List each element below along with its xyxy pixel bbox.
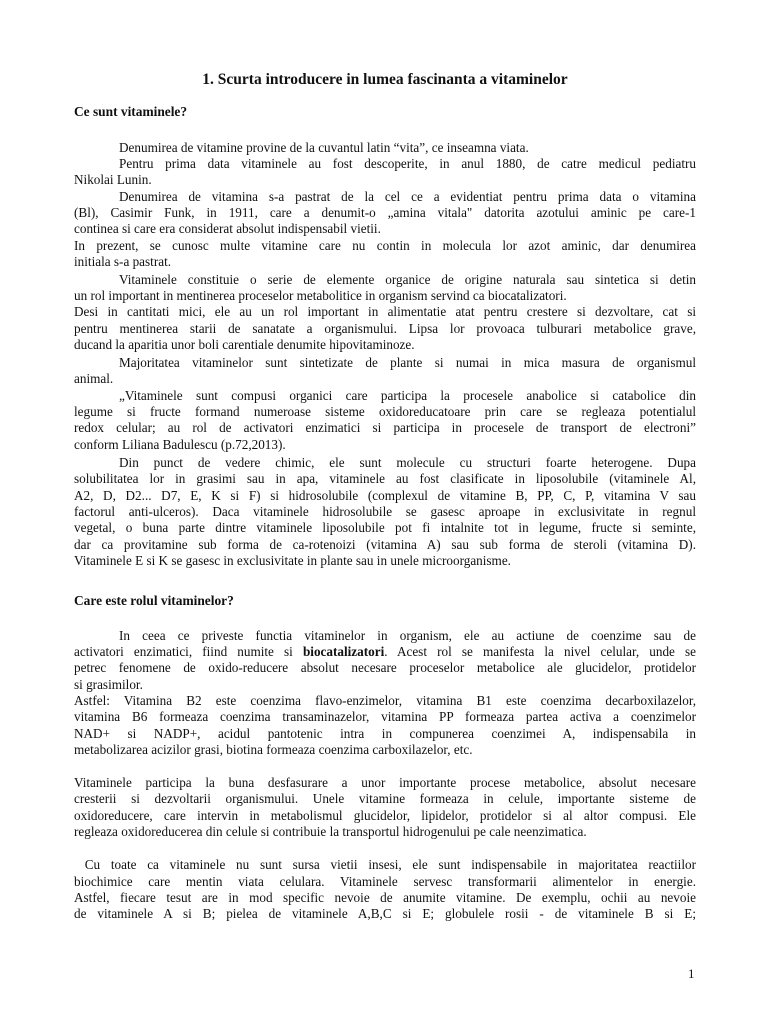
text-line: Denumirea de vitamine provine de la cuvantul latin “vita”, ce inseamna viata. <box>119 140 529 155</box>
section-heading-role-of-vitamins: Care este rolul vitaminelor? <box>74 593 234 608</box>
text-line: cresterii si dezvoltarii organismului. Unele vitamine formeaza in celule, importante sisteme de <box>74 791 696 806</box>
text-line: Astfel, fiecare tesut are in mod specific nevoie de anumite vitamine. De exemplu, ochii au nevoie <box>74 890 696 905</box>
text-line: NAD+ si NADP+, acidul pantotenic intra in compunerea coenzimei A, indispensabila in <box>74 726 696 741</box>
text-line: si grasimilor. <box>74 677 143 692</box>
text-line: conform Liliana Badulescu (p.72,2013). <box>74 437 286 452</box>
text-line: regleaza oxidoreducerea din celule si contribuie la transportul hidrogenului pe cale neenzimatica. <box>74 824 587 839</box>
text-line: Denumirea de vitamina s-a pastrat de la cel ce a evidentiat pentru prima data o vitamina <box>119 189 696 204</box>
text-line: Vitaminele E si K se gasesc in exclusivitate in plante sau in unele microorganisme. <box>74 553 511 568</box>
text-line-mixed <box>74 644 696 660</box>
page-number: 1 <box>688 966 695 981</box>
text-line: Din punct de vedere chimic, ele sunt molecule cu structuri foarte heterogene. Dupa <box>119 455 696 470</box>
document-title: 1. Scurta introducere in lumea fascinanta a vitaminelor <box>202 71 568 88</box>
text-line: redox celular; au rol de activatori enzimatici si participa in procesele de transport de electroni” <box>74 420 696 435</box>
text-line: Astfel: Vitamina B2 este coenzima flavo-enzimelor, vitamina B1 este coenzima decarboxilazelor, <box>74 693 696 708</box>
text-line: In ceea ce priveste functia vitaminelor in organism, ele au actiune de coenzime sau de <box>119 628 696 643</box>
text-line: metabolizarea acizilor grasi, biotina formeaza coenzima carboxilazelor, etc. <box>74 742 473 757</box>
text-line: petrec fenomene de oxido-reducere absolut necesare proceselor metabolice ale glucidelor, protidelor <box>74 660 696 675</box>
text-line: factorul anti-ulceros). Daca vitaminele hidrosolubile se gasesc aproape in exclusivitate in regnul <box>74 504 696 519</box>
text-line: Vitaminele constituie o serie de elemente organice de origine naturala sau sintetica si detin <box>119 272 696 287</box>
text-line: solubilitatea lor in grasimi sau in apa, vitaminele au fost clasificate in liposolubile (vitaminele Al, <box>74 471 696 486</box>
text-line: legume si fructe formand numeroase sisteme oxidoreducatoare prin care se regleaza potentialul <box>74 404 696 419</box>
text-line: Pentru prima data vitaminele au fost descoperite, in anul 1880, de catre medicul pediatru <box>119 156 696 171</box>
text-line: A2, D, D2... D7, E, K si F) si hidrosolubile (complexul de vitamine B, PP, C, P, vitamina V sau <box>74 488 696 503</box>
text-line: (Bl), Casimir Funk, in 1911, care a denumit-o „amina vitala" datorita azotului aminic pe care-1 <box>74 205 696 220</box>
text-line: Nikolai Lunin. <box>74 172 152 187</box>
text-line: „Vitaminele sunt compusi organici care participa la procesele anabolice si catabolice din <box>119 388 696 403</box>
text-line: Cu toate ca vitaminele nu sunt sursa vietii insesi, ele sunt indispensabile in majoritatea reactiilor <box>74 857 696 872</box>
text-line: Vitaminele participa la buna desfasurare a unor importante procese metabolice, absolut necesare <box>74 775 696 790</box>
text-line: ducand la aparitia unor boli carentiale denumite hipovitaminoze. <box>74 337 415 352</box>
text-line: pentru mentinerea starii de sanatate a organismului. Lipsa lor provoaca tulburari metabolice grave, <box>74 321 696 336</box>
text-run: activatori enzimatici, fiind numite si <box>74 644 303 659</box>
text-line: vitamina B6 formeaza coenzima transaminazelor, vitamina PP formeaza partea activa a coenzimelor <box>74 709 696 724</box>
text-line: Desi in cantitati mici, ele au un rol important in alimentatie atat pentru crestere si dezvoltare, cat si <box>74 304 696 319</box>
text-line: Majoritatea vitaminelor sunt sintetizate de plante si numai in mica masura de organismul <box>119 355 696 370</box>
text-line: In prezent, se cunosc multe vitamine care nu contin in molecula lor azot aminic, dar denumirea <box>74 238 696 253</box>
text-line: de vitaminele A si B; pielea de vitaminele A,B,C si E; globulele rosii - de vitaminele B si E; <box>74 906 696 921</box>
text-run: . Acest rol se manifesta la nivel celular, unde se <box>384 644 696 659</box>
text-line: dar ca provitamine sub forma de ca-rotenoizi (vitamina A) sau sub forma de steroli (vitamina D). <box>74 537 696 552</box>
section-heading-what-are-vitamins: Ce sunt vitaminele? <box>74 104 188 119</box>
text-line: un rol important in mentinerea proceselor metabolitice in organism servind ca biocatalizatori. <box>74 288 567 303</box>
text-line: initiala s-a pastrat. <box>74 254 172 269</box>
text-line: oxidoreducere, care intervin in metabolismul glucidelor, lipidelor, protidelor si al altor compusi. Ele <box>74 808 696 823</box>
text-line: biochimice care mentin viata celulara. Vitaminele servesc transformarii alimentelor in energie. <box>74 874 696 889</box>
bold-term-biocatalizatori: biocatalizatori <box>302 644 385 659</box>
text-line: animal. <box>74 371 114 386</box>
text-line: continea si care era considerat absolut indispensabil vietii. <box>74 221 381 236</box>
text-line: vegetal, o buna parte dintre vitaminele liposolubile pot fi intalnite tot in legume, fructe si seminte, <box>74 520 696 535</box>
